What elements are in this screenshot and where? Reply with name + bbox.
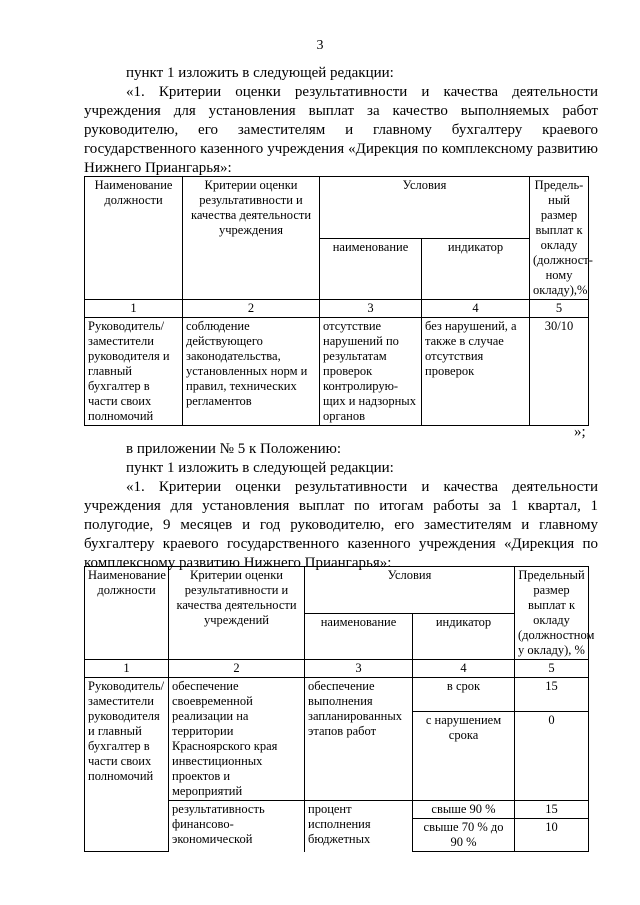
t2-header-name: наименование bbox=[305, 613, 413, 660]
intro-line-1: пункт 1 изложить в следующей редакции: bbox=[126, 65, 394, 81]
t2-colnum-2: 2 bbox=[169, 660, 305, 678]
t2-colnum-5: 5 bbox=[515, 660, 589, 678]
t2-block1-indicator-1: в срок bbox=[413, 678, 515, 712]
para-2-first-line: «1. Критерии оценки результативности и качества деятельности bbox=[126, 479, 598, 495]
t1-colnum-3: 3 bbox=[320, 300, 422, 318]
t1-row-value: 30/10 bbox=[530, 318, 589, 426]
t1-row-criteria: соблюдение действующего законодательства, установленных норм и правил, технических регламентов bbox=[183, 318, 320, 426]
criteria-table-1 bbox=[84, 176, 593, 426]
t2-block2-criteria: результативность финансово-экономической bbox=[169, 801, 305, 852]
para-1-rest: учреждения для установления выплат за качество выполняемых работ руководителю, его заместителям и главному бухгалтеру краевого государственного казенного учреждения «Дирекция по комплексному развитию Нижнего Приангарья»: bbox=[84, 103, 598, 176]
t2-header-max-payment: Предельный размер выплат к окладу (должностном у окладу), % bbox=[515, 567, 589, 660]
para-2-rest: учреждения для установления выплат по итогам работы за 1 квартал, 1 полугодие, 9 месяцев и год руководителю, его заместителям и главному бухгалтеру краевого государственного казенного учреждения «Дирекция по комплексному развитию Нижнего Приангарья»: bbox=[84, 498, 598, 571]
t2-header-criteria: Критерии оценки результативности и качества деятельности учреждений bbox=[169, 567, 305, 660]
t2-block2-indicator-1: свыше 90 % bbox=[413, 801, 515, 819]
t1-header-conditions: Условия bbox=[320, 177, 530, 239]
t1-header-criteria: Критерии оценки результативности и качества деятельности учреждения bbox=[183, 177, 320, 300]
t2-block2-value-2: 10 bbox=[515, 819, 589, 852]
t1-colnum-2: 2 bbox=[183, 300, 320, 318]
t2-position: Руководитель/ заместители руководителя и главный бухгалтер в части своих полномочий bbox=[85, 678, 169, 852]
t2-block2-indicator-2: свыше 70 % до 90 % bbox=[413, 819, 515, 852]
t2-header-indicator: индикатор bbox=[413, 613, 515, 660]
t1-row-name: отсутствие нарушений по результатам проверок контролирую-щих и надзорных органов bbox=[320, 318, 422, 426]
t1-header-max-payment: Предель-ный размер выплат к окладу (должност-ному окладу),% bbox=[530, 177, 589, 300]
t2-colnum-1: 1 bbox=[85, 660, 169, 678]
t2-block1-indicator-2: с нарушением срока bbox=[413, 712, 515, 801]
page-number: 3 bbox=[316, 38, 324, 53]
t1-header-position: Наименование должности bbox=[85, 177, 183, 300]
t1-colnum-5: 5 bbox=[530, 300, 589, 318]
t1-colnum-1: 1 bbox=[85, 300, 183, 318]
t1-row-indicator: без нарушений, а также в случае отсутствия проверок bbox=[422, 318, 530, 426]
t2-header-conditions: Условия bbox=[305, 567, 515, 614]
t2-block1-name: обеспечение выполнения запланированных этапов работ bbox=[305, 678, 413, 801]
t1-row-position: Руководитель/ заместители руководителя и главный бухгалтер в части своих полномочий bbox=[85, 318, 183, 426]
t1-colnum-4: 4 bbox=[422, 300, 530, 318]
t2-block1-criteria: обеспечение своевременной реализации на территории Красноярского края инвестиционных проектов и мероприятий bbox=[169, 678, 305, 801]
t2-block1-value-2: 0 bbox=[515, 712, 589, 801]
closing-quote: »; bbox=[574, 424, 586, 440]
intro-line-2: в приложении № 5 к Положению: bbox=[126, 441, 342, 457]
t2-block2-name: процент исполнения бюджетных bbox=[305, 801, 413, 852]
t2-header-position: Наименование должности bbox=[85, 567, 169, 660]
t2-colnum-4: 4 bbox=[413, 660, 515, 678]
t2-block1-value-1: 15 bbox=[515, 678, 589, 712]
t2-colnum-3: 3 bbox=[305, 660, 413, 678]
para-1-first-line: «1. Критерии оценки результативности и качества деятельности bbox=[126, 84, 598, 100]
criteria-table-2 bbox=[84, 566, 595, 852]
t1-header-name: наименование bbox=[320, 238, 422, 300]
intro-line-3: пункт 1 изложить в следующей редакции: bbox=[126, 460, 394, 476]
t1-header-indicator: индикатор bbox=[422, 238, 530, 300]
t2-block2-value-1: 15 bbox=[515, 801, 589, 819]
